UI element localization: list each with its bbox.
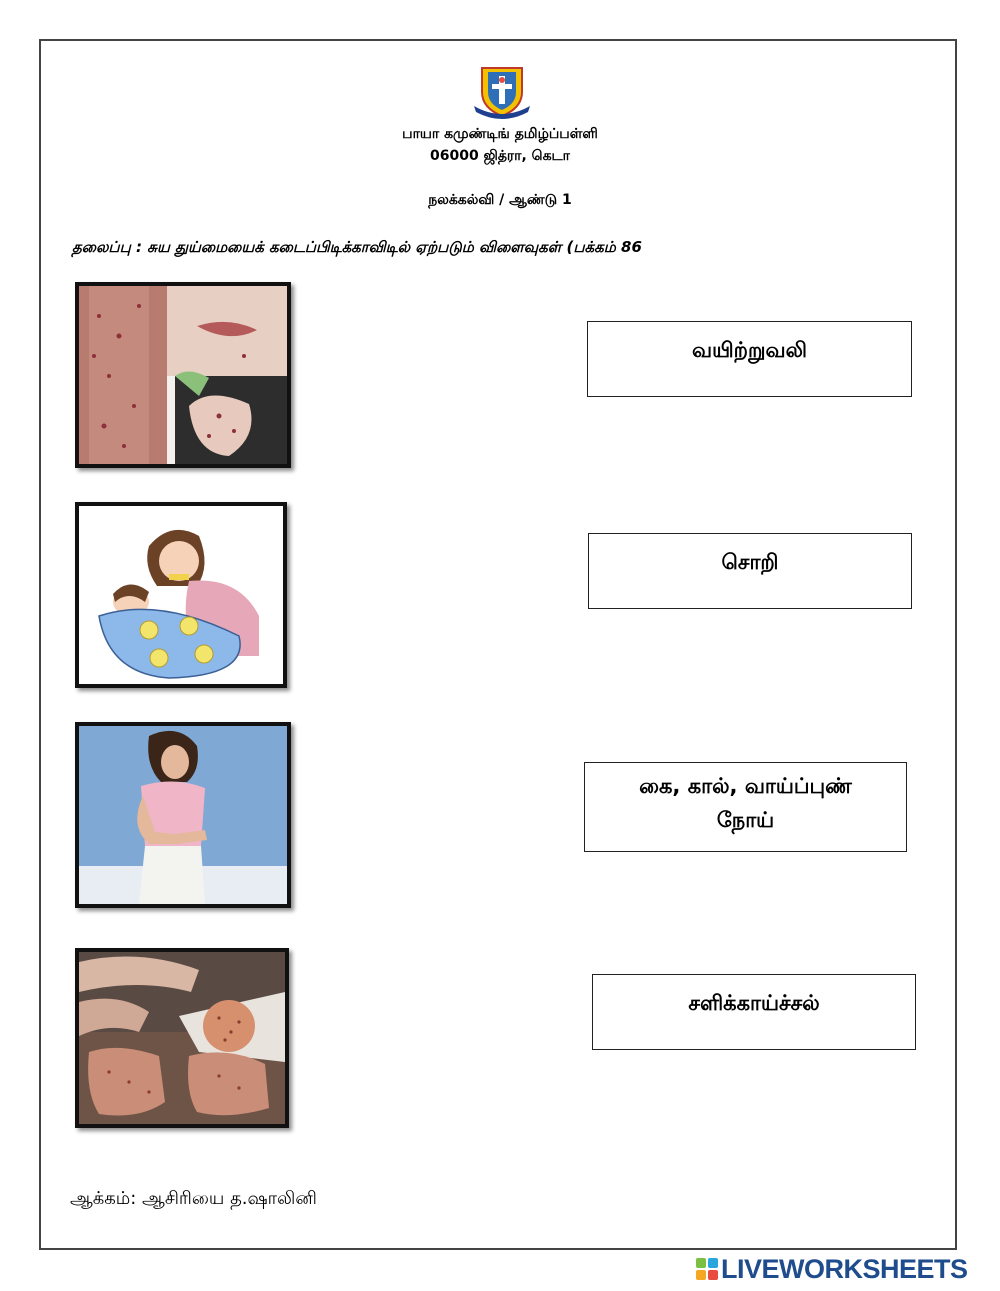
hands-rash-photo [75,948,289,1128]
subject-year: நலக்கல்வி / ஆண்டு 1 [428,192,572,208]
answer-label-line1: கை, கால், வாய்ப்புண் [639,774,852,798]
answer-label: சளிக்காய்ச்சல் [688,991,820,1015]
school-name: பாயா கமுண்டிங் தமிழ்ப்பள்ளி [402,126,598,142]
mother-caring-sick-child-illustration [75,502,287,688]
liveworksheets-wordmark: LIVEWORKSHEETS [721,1253,968,1284]
woman-stomach-ache-photo [75,722,291,908]
answer-box-rash[interactable] [588,533,912,609]
answer-label-line2: நோய் [716,808,775,832]
liveworksheets-brand[interactable] [696,1252,996,1286]
author-credit: ஆக்கம்: ஆசிரியை த.ஷாலினி [70,1188,317,1209]
school-crest-logo [472,62,532,120]
skin-rash-mouth-photo [75,282,291,468]
answer-box-stomach-ache[interactable] [587,321,912,397]
answer-label: வயிற்றுவலி [692,338,807,362]
school-address: 06000 ஜித்ரா, கெடா [430,148,570,164]
liveworksheets-logo-icon [696,1258,718,1280]
answer-box-common-cold[interactable] [592,974,916,1050]
answer-box-hand-foot-mouth-disease[interactable] [584,762,907,852]
answer-label: சொறி [721,550,779,574]
worksheet-title: தலைப்பு : சுய துய்மையைக் கடைப்பிடிக்காவிடில் ஏற்படும் விளைவுகள் (பக்கம் 86 [72,238,642,256]
